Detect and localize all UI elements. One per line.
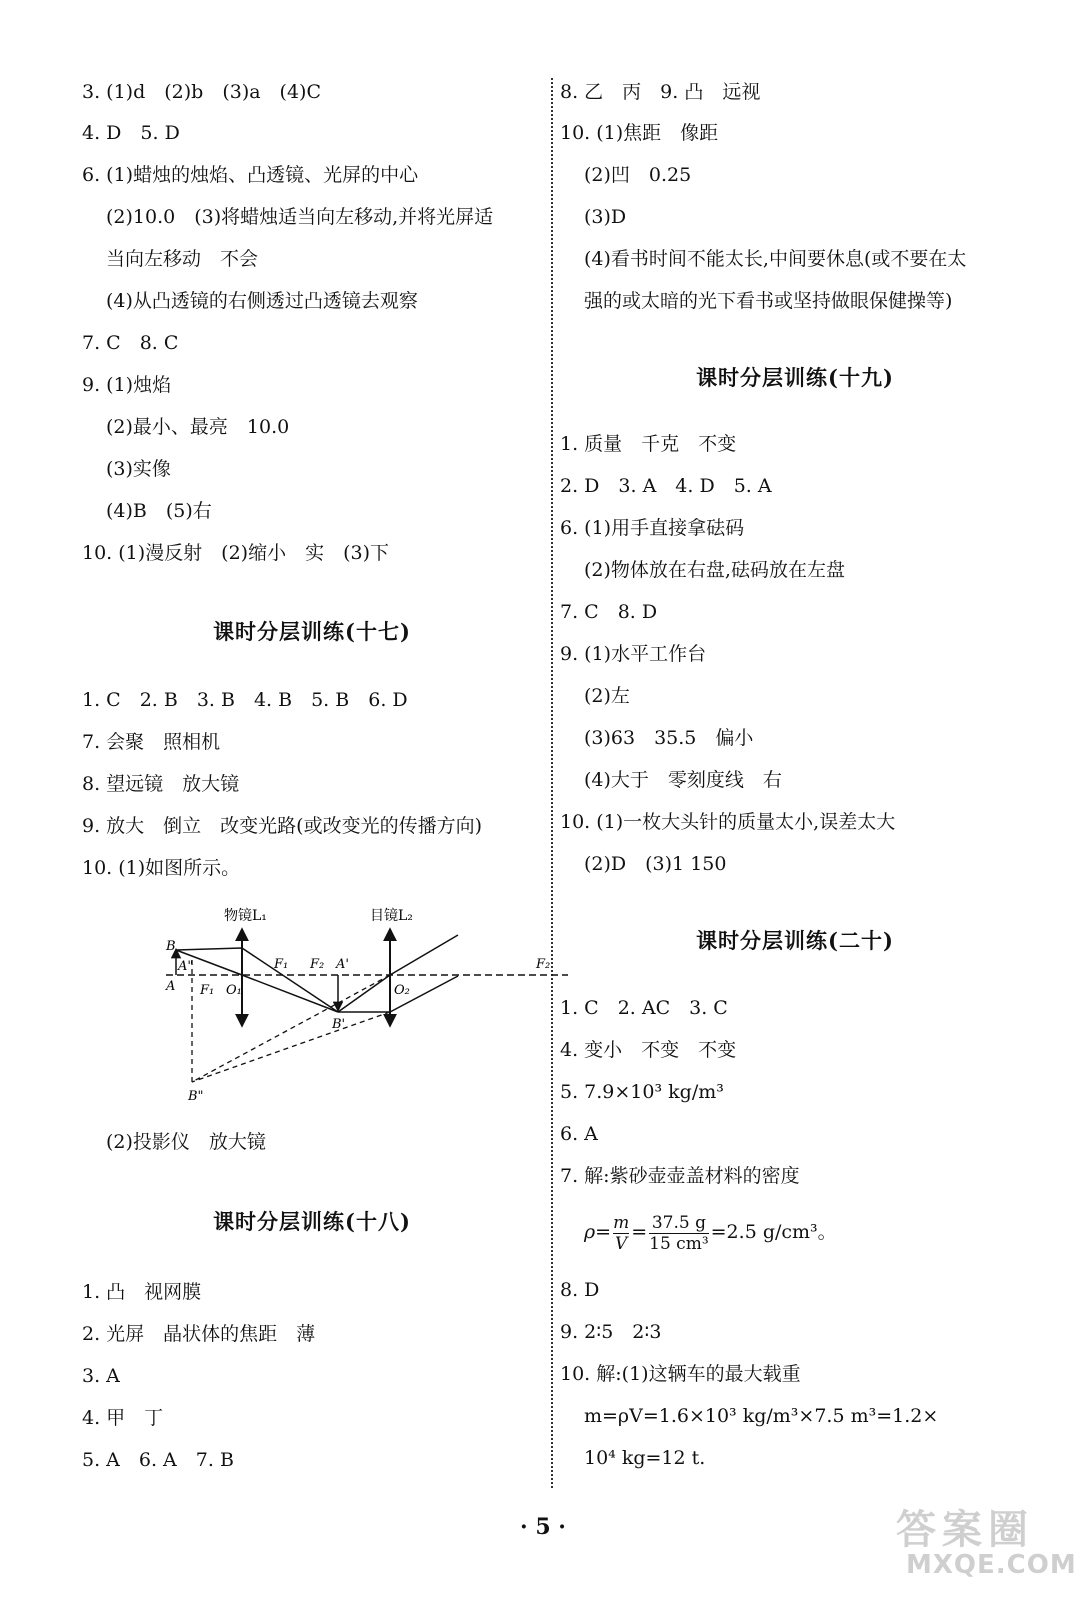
- section-heading: 课时分层训练(十七): [213, 619, 411, 644]
- formula-denominator: 15 cm³: [649, 1233, 709, 1254]
- answer-line: (2)左: [584, 685, 630, 707]
- answer-line: (4)从凸透镜的右侧透过凸透镜去观察: [106, 290, 418, 312]
- answer-line: 9. (1)烛焰: [82, 374, 172, 396]
- answer-line: (2)D (3)1 150: [584, 853, 727, 875]
- formula-fraction: [613, 1213, 629, 1254]
- formula-numerator: m: [613, 1212, 630, 1233]
- answer-line: 5. A 6. A 7. B: [82, 1449, 234, 1471]
- answer-line: (4)B (5)右: [106, 500, 212, 522]
- answer-line: 10. 解:(1)这辆车的最大载重: [560, 1363, 801, 1385]
- answer-line: 7. 会聚 照相机: [82, 731, 221, 753]
- answer-line: (3)实像: [106, 458, 171, 480]
- answer-line: 7. C 8. D: [560, 601, 658, 623]
- section-heading: 课时分层训练(十八): [213, 1209, 411, 1234]
- answer-line: 1. 凸 视网膜: [82, 1281, 202, 1303]
- formula-text: ρ=: [584, 1221, 612, 1243]
- answer-line: 2. 光屏 晶状体的焦距 薄: [82, 1323, 316, 1345]
- answer-line: (4)看书时间不能太长,中间要休息(或不要在太: [584, 248, 967, 270]
- virtual-ray: [192, 1012, 390, 1082]
- answer-line: 6. (1)用手直接拿砝码: [560, 517, 745, 539]
- formula-denominator: V: [615, 1233, 628, 1254]
- diagram-label: B': [332, 1017, 346, 1032]
- answer-line: 10. (1)焦距 像距: [560, 122, 719, 144]
- answer-line: 3. (1)d (2)b (3)a (4)C: [82, 81, 322, 103]
- watermark-text: 答案圈: [896, 1507, 1034, 1553]
- answer-line: (2)物体放在右盘,砝码放在左盘: [584, 559, 845, 581]
- page-number: · 5 ·: [520, 1514, 566, 1540]
- diagram-label: A': [336, 957, 349, 972]
- answer-line: 9. 2∶5 2∶3: [560, 1321, 662, 1343]
- light-ray: [338, 935, 458, 1012]
- virtual-ray: [192, 975, 390, 1082]
- answer-line: (3)D: [584, 206, 627, 228]
- diagram-label: A": [178, 959, 194, 974]
- diagram-label: 目镜L₂: [370, 908, 413, 924]
- answer-line: 8. D: [560, 1279, 600, 1301]
- answer-line: 当向左移动 不会: [106, 248, 259, 270]
- answer-line: 7. C 8. C: [82, 332, 179, 354]
- answer-line: 9. (1)水平工作台: [560, 643, 707, 665]
- answer-line: 6. (1)蜡烛的烛焰、凸透镜、光屏的中心: [82, 164, 419, 186]
- diagram-label: A: [166, 979, 176, 994]
- density-formula: [584, 1210, 837, 1254]
- formula-numerator: 37.5 g: [649, 1213, 709, 1234]
- watermark-url: MXQE.COM: [906, 1550, 1077, 1580]
- answer-line: 10. (1)一枚大头针的质量太小,误差太大: [560, 811, 896, 833]
- diagram-label: O₂: [394, 983, 410, 998]
- answer-line: 8. 乙 丙 9. 凸 远视: [560, 81, 761, 103]
- diagram-label: O₁: [226, 983, 242, 998]
- answer-line: 4. 变小 不变 不变: [560, 1039, 737, 1061]
- answer-line: 5. 7.9×10³ kg/m³: [560, 1081, 724, 1103]
- answer-line: 强的或太暗的光下看书或坚持做眼保健操等): [584, 290, 953, 312]
- diagram-label: 物镜L₁: [224, 908, 267, 924]
- diagram-label: B: [166, 939, 176, 954]
- section-heading: 课时分层训练(二十): [696, 928, 894, 953]
- answer-line: (4)大于 零刻度线 右: [584, 769, 782, 791]
- answer-line: 1. C 2. AC 3. C: [560, 997, 728, 1019]
- answer-line: (2)最小、最亮 10.0: [106, 416, 290, 438]
- answer-line: (2)凹 0.25: [584, 164, 692, 186]
- answer-line: 9. 放大 倒立 改变光路(或改变光的传播方向): [82, 815, 482, 837]
- answer-line: (2)10.0 (3)将蜡烛适当向左移动,并将光屏适: [106, 206, 494, 228]
- answer-line: 4. 甲 丁: [82, 1407, 164, 1429]
- formula-text: =: [631, 1221, 648, 1243]
- answer-line: 2. D 3. A 4. D 5. A: [560, 475, 772, 497]
- column-divider: [551, 78, 553, 1488]
- answer-line: 8. 望远镜 放大镜: [82, 773, 240, 795]
- answer-line: 7. 解:紫砂壶壶盖材料的密度: [560, 1165, 800, 1187]
- diagram-label: F₂: [310, 957, 325, 972]
- telescope-ray-diagram: [162, 900, 582, 1115]
- answer-line: m=ρV=1.6×10³ kg/m³×7.5 m³=1.2×: [584, 1405, 939, 1427]
- answer-line: 4. D 5. D: [82, 122, 180, 144]
- answer-line: 10⁴ kg=12 t.: [584, 1447, 706, 1469]
- answer-line: 1. 质量 千克 不变: [560, 433, 737, 455]
- formula-fraction: [649, 1213, 709, 1254]
- section-heading: 课时分层训练(十九): [696, 365, 894, 390]
- formula-text: =2.5 g/cm³。: [710, 1221, 837, 1243]
- answer-line: (3)63 35.5 偏小: [584, 727, 754, 749]
- answer-line: 10. (1)如图所示。: [82, 857, 241, 879]
- answer-line: 1. C 2. B 3. B 4. B 5. B 6. D: [82, 689, 408, 711]
- answer-line: 10. (1)漫反射 (2)缩小 实 (3)下: [82, 542, 389, 564]
- diagram-label: F₁: [274, 957, 289, 972]
- answer-line: 3. A: [82, 1365, 120, 1387]
- diagram-label: F₁: [200, 983, 215, 998]
- watermark-logo: [896, 1498, 1077, 1590]
- diagram-label: B": [188, 1089, 204, 1104]
- answer-line: 6. A: [560, 1123, 598, 1145]
- diagram-label: F₂: [536, 957, 551, 972]
- answer-line: (2)投影仪 放大镜: [106, 1131, 266, 1153]
